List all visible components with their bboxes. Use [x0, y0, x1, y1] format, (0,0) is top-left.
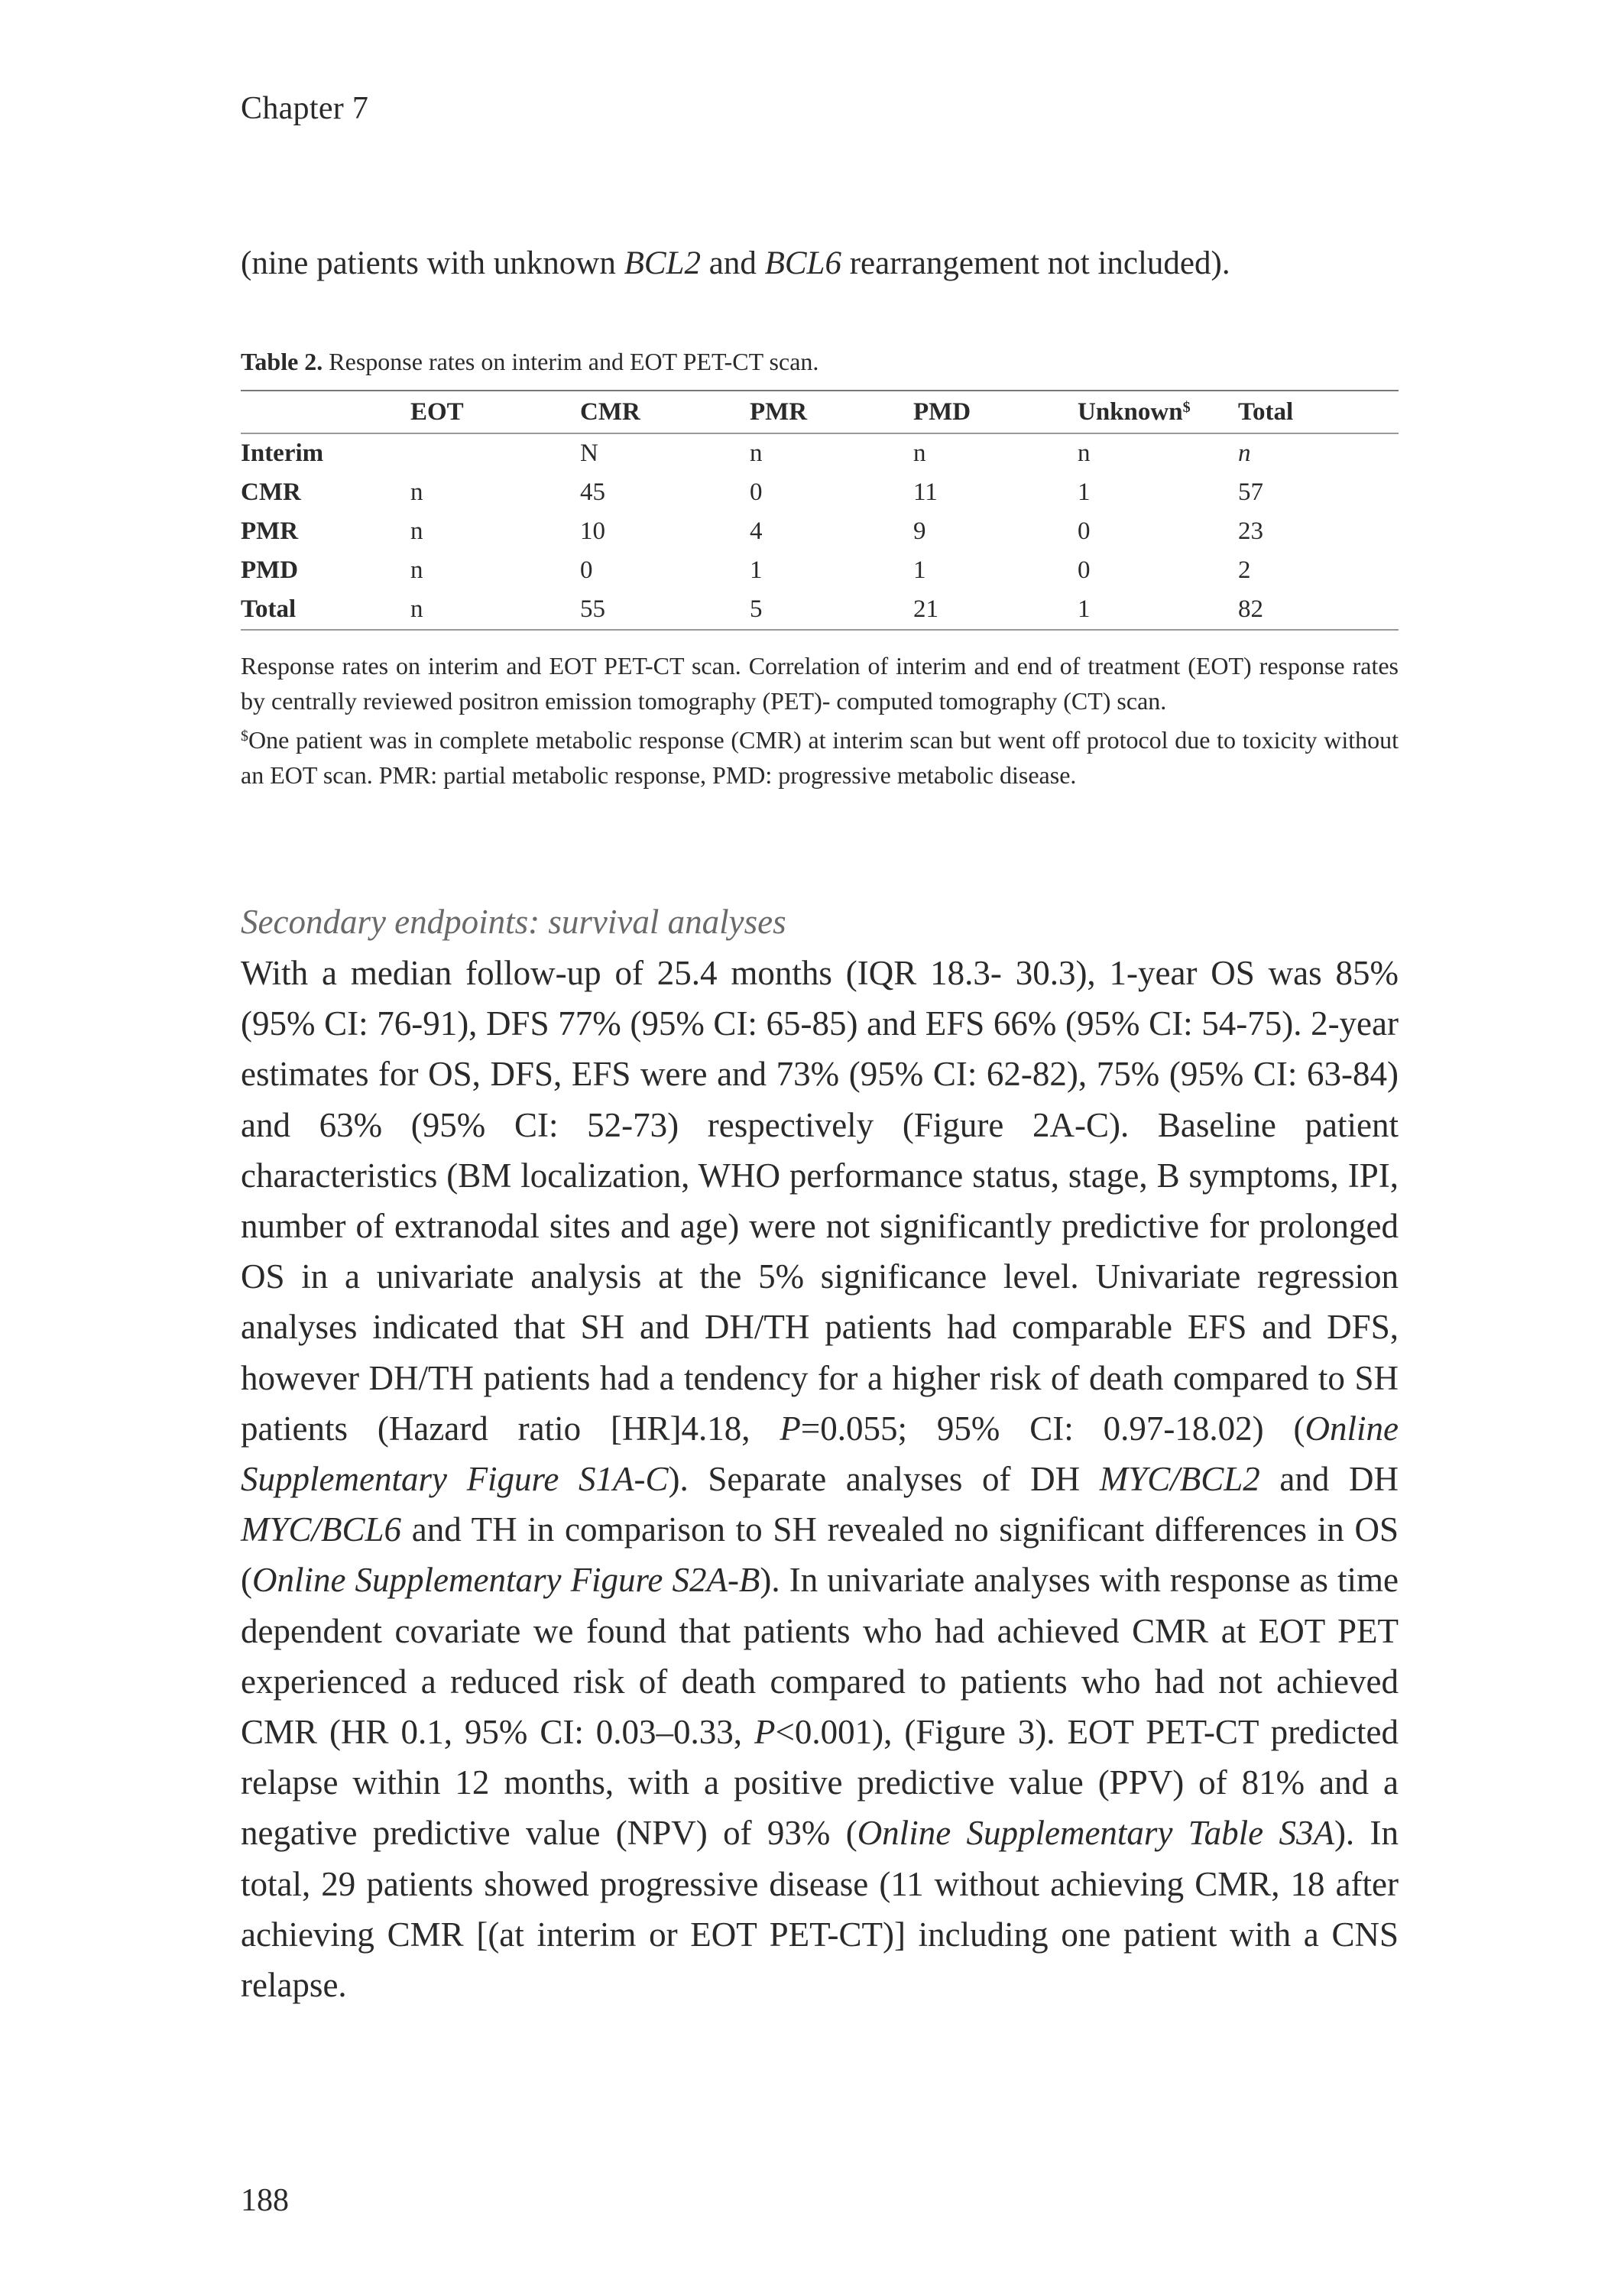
gene-name: MYC/BCL6 — [241, 1510, 402, 1549]
table-cell — [410, 433, 580, 473]
table-caption-text: Response rates on interim and EOT PET-CT scan. — [323, 348, 819, 375]
italic-text: P — [754, 1713, 776, 1752]
table-cell: 1 — [1078, 595, 1091, 623]
column-header: PMR — [750, 397, 808, 426]
gene-name: BCL2 — [624, 245, 701, 281]
running-head: Chapter 7 — [241, 91, 369, 126]
section-heading: Secondary endpoints: survival analyses — [241, 903, 786, 941]
table-cell: 82 — [1238, 595, 1263, 623]
column-header: CMR — [580, 397, 640, 426]
intro-sentence — [241, 245, 1230, 282]
table-cell: n — [913, 439, 926, 467]
table-cell: 23 — [1238, 517, 1263, 545]
figure-reference: Online Supplementary Figure S2A-B — [252, 1561, 760, 1600]
table-notes — [241, 648, 1399, 793]
table-cell: N — [580, 439, 598, 467]
table-row — [241, 551, 1399, 590]
table-row — [241, 473, 1399, 512]
column-header: Total — [1238, 397, 1294, 426]
table-2 — [241, 348, 1399, 631]
table-cell: 57 — [1238, 478, 1263, 506]
footnote-marker: $ — [241, 728, 248, 744]
gene-name: BCL6 — [764, 245, 841, 281]
table-caption — [241, 348, 1399, 376]
table-row — [241, 590, 1399, 630]
table-cell: 0 — [1078, 556, 1091, 584]
paragraph-text: ). In univariate analyses with response as time dependent covariate we found that patients who had achieved CMR at EOT PET experienced a reduced risk of death compared to patients who had not achieved CMR (HR 0.1, 95% CI: 0.03–0.33, — [241, 1561, 1399, 1752]
body-paragraph — [241, 948, 1399, 2010]
page-number: 188 — [241, 2183, 289, 2218]
table-cell: n — [410, 595, 423, 623]
table-cell: 45 — [580, 478, 605, 506]
table-row — [241, 433, 1399, 473]
table-cell: n — [410, 556, 423, 584]
footnote-marker: $ — [1182, 398, 1191, 416]
table-cell: 0 — [750, 478, 763, 506]
figure-reference: Online Supplementary Figure S1A-C — [241, 1409, 1399, 1499]
table-cell: 4 — [750, 517, 763, 545]
table-cell: 0 — [580, 556, 593, 584]
paragraph-text: <0.001), (Figure 3). EOT PET-CT predicted relapse within 12 months, with a positive predictive value (PPV) of 81% and a negative predictive value (NPV) of 93% ( — [241, 1713, 1399, 1853]
intro-text: and — [700, 245, 765, 281]
column-header-text: Unknown — [1078, 397, 1183, 426]
row-header: Total — [241, 595, 297, 623]
table-cell: n — [410, 517, 423, 545]
row-header: PMD — [241, 556, 299, 584]
table-cell: 21 — [913, 595, 938, 623]
paragraph — [241, 948, 1399, 2010]
paragraph-text: ). In total, 29 patients showed progressive disease (11 without achieving CMR, 18 after achieving CMR [(at interim or EOT PET-CT)] including one patient with a CNS relapse. — [241, 1814, 1399, 2005]
paragraph-text: and TH in comparison to SH revealed no significant differences in OS ( — [241, 1510, 1399, 1600]
table-cell: n — [1238, 439, 1251, 467]
table-cell: n — [410, 478, 423, 506]
intro-text: (nine patients with unknown — [241, 245, 624, 281]
table-cell: 1 — [1078, 478, 1091, 506]
table-cell: 10 — [580, 517, 605, 545]
column-header: EOT — [410, 397, 464, 426]
table-cell: 55 — [580, 595, 605, 623]
table-cell: n — [1078, 439, 1091, 467]
table-note-text: One patient was in complete metabolic response (CMR) at interim scan but went off protocol due to toxicity without an EOT scan. PMR: partial metabolic response, PMD: progressive metabolic disease. — [241, 726, 1399, 789]
table-cell: 1 — [913, 556, 926, 584]
italic-text: P — [780, 1409, 801, 1448]
gene-name: MYC/BCL2 — [1099, 1460, 1260, 1499]
table-header-row — [241, 391, 1399, 433]
paragraph-text: and DH — [1259, 1460, 1399, 1499]
paragraph-text: ). Separate analyses of DH — [668, 1460, 1100, 1499]
column-header — [1078, 391, 1238, 433]
table-row — [241, 512, 1399, 551]
row-header: PMR — [241, 517, 299, 545]
table-note — [241, 718, 1399, 793]
table-cell: 5 — [750, 595, 763, 623]
table-cell: 0 — [1078, 517, 1091, 545]
paragraph-text: With a median follow-up of 25.4 months (IQR 18.3- 30.3), 1-year OS was 85% (95% CI: 76-91), DFS 77% (95% CI: 65-85) and EFS 66% (95% CI: 54-75). 2-year estimates for OS, DFS, EFS were and 73% (95% CI: 62-82), 75% (95% CI: 63-84) and 63% (95% CI: 52-73) respectively (Figure 2A-C). Baseline patient characteristics (BM localization, WHO performance status, stage, B symptoms, IPI, number of extranodal sites and age) were not significantly predictive for prolonged OS in a univariate analysis at the 5% significance level. Univariate regression analyses indicated that SH and DH/TH patients had comparable EFS and DFS, however DH/TH patients had a tendency for a higher risk of death compared to SH patients (Hazard ratio [HR]4.18, — [241, 954, 1399, 1448]
row-header: Interim — [241, 439, 324, 467]
column-header — [241, 391, 410, 433]
intro-text: rearrangement not included). — [841, 245, 1230, 281]
table-cell: 11 — [913, 478, 938, 506]
response-rates-table — [241, 390, 1399, 631]
table-reference: Online Supplementary Table S3A — [857, 1814, 1334, 1853]
paragraph-text: =0.055; 95% CI: 0.97-18.02) ( — [800, 1409, 1305, 1448]
table-cell: 9 — [913, 517, 926, 545]
row-header: CMR — [241, 478, 301, 506]
table-caption-label: Table 2. — [241, 348, 323, 375]
table-note: Response rates on interim and EOT PET-CT scan. Correlation of interim and end of treatment (EOT) response rates by centrally reviewed positron emission tomography (PET)- computed tomography (CT) scan. — [241, 652, 1399, 715]
table-cell: n — [750, 439, 763, 467]
column-header: PMD — [913, 397, 971, 426]
table-cell: 1 — [750, 556, 763, 584]
table-cell: 2 — [1238, 556, 1251, 584]
